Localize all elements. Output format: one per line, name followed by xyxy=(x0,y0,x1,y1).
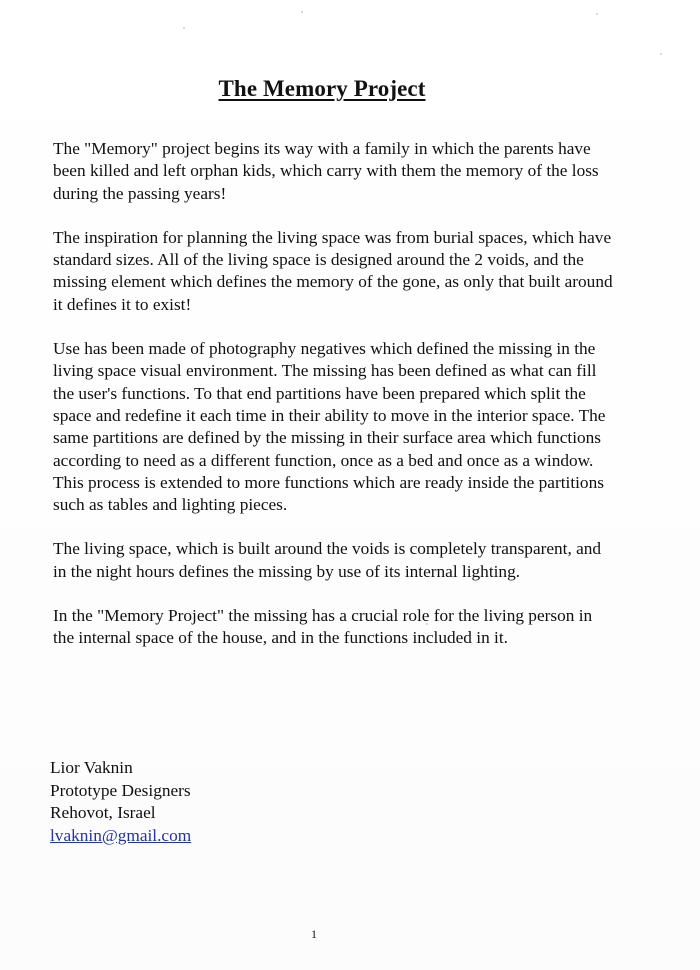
paragraph-negatives: Use has been made of photography negatives which defined the missing in the living space visual environment. The missing has been defined as what can fill the user's functions. To that end partitions have been prepared which split the space and redefine it each time in their ability to move in the interior space. The same partitions are defined by the missing in their surface area which functions according to need as a different function, once as a bed and once as a window. This process is extended to more functions which are ready inside the partitions such as tables and lighting pieces. xyxy=(53,339,606,515)
scan-speck xyxy=(596,13,598,15)
author-location: Rehovot, Israel xyxy=(50,803,156,822)
page-number: 1 xyxy=(311,927,317,941)
scan-speck xyxy=(183,27,185,29)
paragraph-living-space: The living space, which is built around the voids is completely transparent, and in the night hours defines the missing by use of its internal lighting. xyxy=(53,539,602,581)
signature-block xyxy=(50,757,191,847)
paragraph-conclusion: In the "Memory Project" the missing has a crucial role for the living person in the internal space of the house, and in the functions included in it. xyxy=(53,606,593,648)
author-email-link[interactable]: lvaknin@gmail.com xyxy=(50,825,192,845)
document-body xyxy=(53,138,613,672)
scan-speck xyxy=(301,11,303,13)
author-company: Prototype Designers xyxy=(50,780,191,800)
author-name: Lior Vaknin xyxy=(50,758,133,777)
scan-speck xyxy=(660,53,662,55)
paragraph-inspiration: The inspiration for planning the living space was from burial spaces, which have standard sizes. All of the living space is designed around the 2 voids, and the missing element which defines the memory of the gone, as only that built around it defines it to exist! xyxy=(53,227,613,314)
paragraph-intro: The "Memory" project begins its way with a family in which the parents have been killed and left orphan kids, which carry with them the memory of the loss during the passing years! xyxy=(53,139,599,203)
document-title: The Memory Project xyxy=(218,76,426,101)
